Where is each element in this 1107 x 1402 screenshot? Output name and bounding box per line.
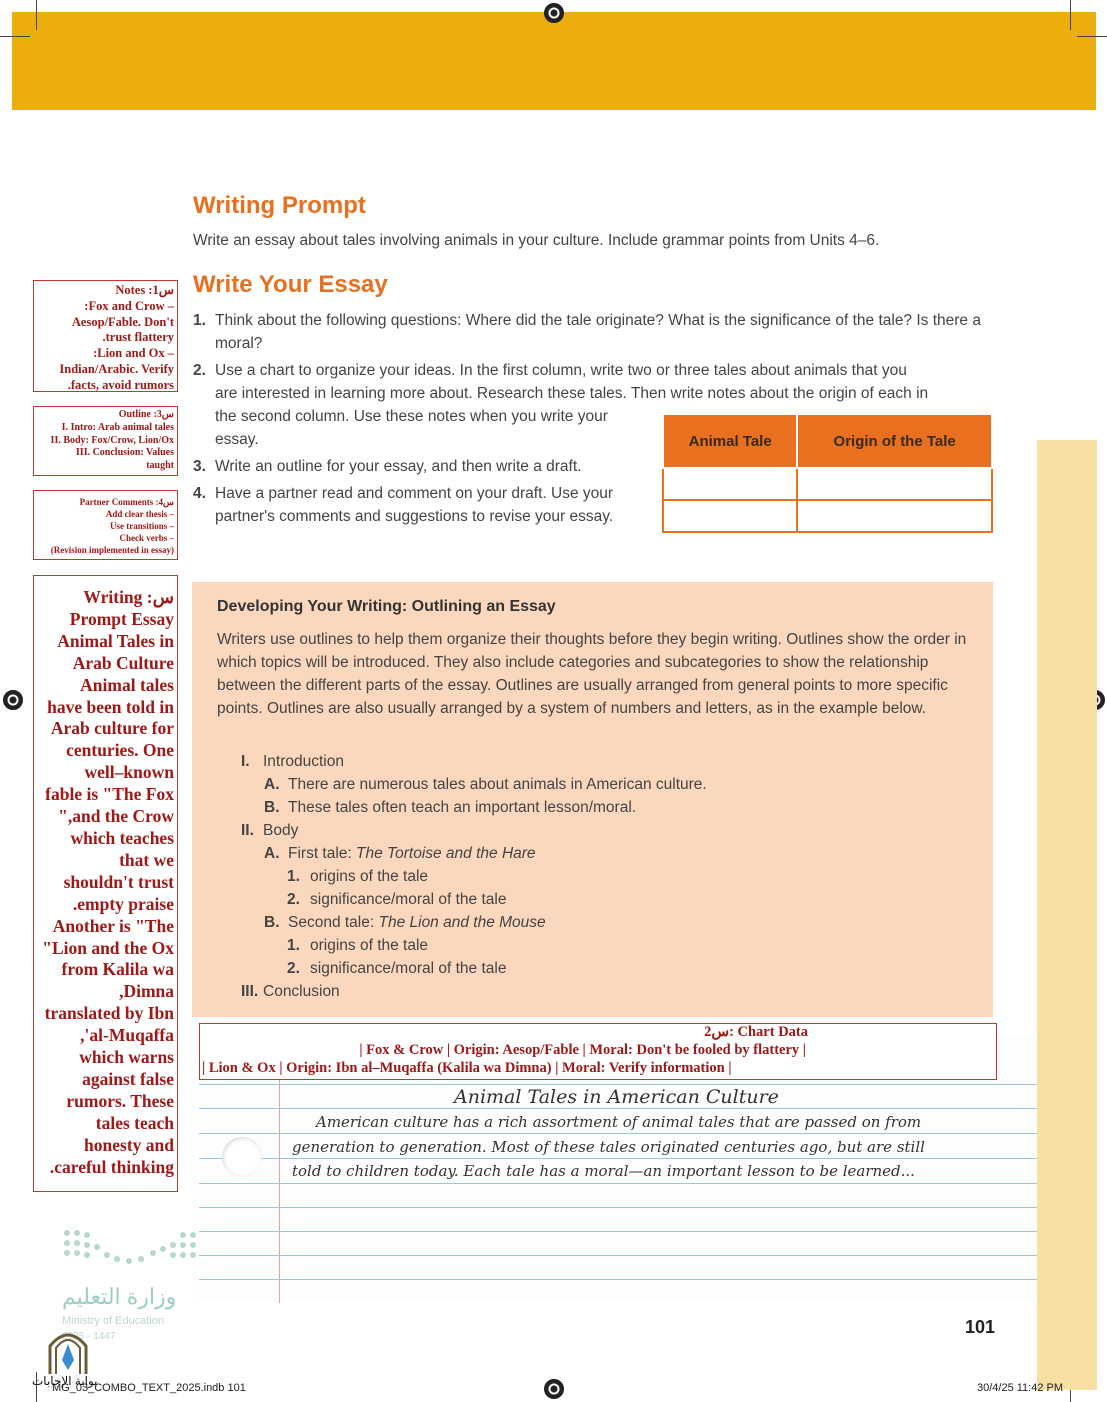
note-line: Arab Culture xyxy=(72,652,174,673)
note-line: س: Writing xyxy=(83,587,174,607)
write-essay-title: Write Your Essay xyxy=(193,271,388,298)
note-line: Aesop/Fable. Don't xyxy=(71,314,174,329)
chart-data-note xyxy=(199,1023,997,1080)
ruled-line xyxy=(199,1255,1037,1256)
outline-item: 1. origins of the tale xyxy=(287,868,429,885)
note-line: that we xyxy=(119,849,174,870)
note-line: – Fox and Crow: xyxy=(84,298,174,313)
note-line: – Use transitions xyxy=(109,521,174,531)
developing-paragraph: Writers use outlines to help them organize their thoughts before they begin writing. Outlines show the order in which topics will be introduced. They also include categories and subcategories to show the relationship between the different parts of the essay. Outlines are usually arranged from general points to more specific points. Outlines are also usually arranged by a system of numbers and letters, as in the example below. xyxy=(217,631,967,717)
step-number: 1. xyxy=(193,312,206,329)
chart-data-title: س2: Chart Data xyxy=(704,1024,808,1040)
footer-date: 30/4/25 11:42 PM xyxy=(977,1382,1064,1394)
note-line: Animal Tales in xyxy=(57,630,174,651)
note-line: (Revision implemented in essay) xyxy=(50,545,174,555)
chart-cell[interactable] xyxy=(797,468,992,500)
note-line: Lion and the Ox" xyxy=(42,937,174,958)
footer-watermark: بوابة الإجابات xyxy=(32,1374,98,1388)
step-text-line: the second column. Use these notes when you write your xyxy=(215,408,608,425)
registration-mark-icon xyxy=(544,1379,564,1399)
note-line: Animal tales xyxy=(80,674,174,695)
chart-data-row: | Fox & Crow | Origin: Aesop/Fable | Moral: Don't be fooled by flattery | xyxy=(359,1042,806,1058)
ministry-logo-arabic: وزارة التعليم xyxy=(62,1284,177,1309)
writing-prompt-title: Writing Prompt xyxy=(193,192,366,219)
paper-hole xyxy=(222,1137,262,1177)
note-line: al-Muqaffa', xyxy=(80,1025,174,1046)
note-line: Another is "The xyxy=(52,915,174,936)
note-box-1 xyxy=(33,280,178,392)
step-number: 3. xyxy=(193,458,206,475)
note-line: Indian/Arabic. Verify xyxy=(59,361,174,376)
handwritten-line: generation to generation. Most of these tales originated centuries ago, but are still xyxy=(292,1138,925,1156)
outline-item: B. These tales often teach an important lesson/moral. xyxy=(264,799,637,816)
note-line: shouldn't trust xyxy=(63,871,174,892)
chart-header-animal-tale: Animal Tale xyxy=(663,414,797,468)
note-line: translated by Ibn xyxy=(44,1003,174,1024)
step-item xyxy=(193,309,993,355)
step-number: 4. xyxy=(193,485,206,502)
chart-data-row: | Lion & Ox | Origin: Ibn al–Muqaffa (Kalila wa Dimna) | Moral: Verify information | xyxy=(202,1060,732,1076)
ministry-logo-year: 2025 - 1447 xyxy=(62,1331,116,1342)
note-line: which teaches xyxy=(70,827,174,848)
note-line: rumors. These xyxy=(66,1090,174,1111)
tale-chart xyxy=(662,413,993,533)
chart-cell[interactable] xyxy=(663,500,797,532)
writing-prompt-text: Write an essay about tales involving animals in your culture. Include grammar points from Units 4–6. xyxy=(193,232,880,249)
chart-cell[interactable] xyxy=(663,468,797,500)
step-text-line: are interested in learning more about. Research these tales. Then write notes about the origin of each in xyxy=(215,385,929,402)
outline-item: I. Introduction xyxy=(241,753,344,770)
ministry-logo-icon xyxy=(60,1228,200,1268)
step-text-line: partner's comments and suggestions to revise your essay. xyxy=(215,508,614,525)
ruled-line xyxy=(199,1108,1037,1109)
note-box-3 xyxy=(33,406,178,476)
crop-mark xyxy=(36,0,37,30)
ruled-line xyxy=(199,1183,1037,1184)
note-line: III. Conclusion: Values xyxy=(75,447,174,459)
note-line: have been told in xyxy=(47,696,174,717)
outline-item: B. Second tale: The Lion and the Mouse xyxy=(264,914,546,931)
note-line: س1: Notes xyxy=(115,283,174,297)
note-line: II. Body: Fox/Crow, Lion/Ox xyxy=(50,434,174,446)
note-line: Arab culture for xyxy=(50,718,174,739)
top-banner xyxy=(12,12,1096,110)
note-line: and the Crow," xyxy=(58,806,174,827)
outline-item: A. First tale: The Tortoise and the Hare xyxy=(264,845,536,862)
note-line: Prompt Essay xyxy=(69,608,174,629)
note-line: trust flattery. xyxy=(102,330,174,345)
arch-logo-icon xyxy=(46,1326,90,1376)
handwritten-title: Animal Tales in American Culture xyxy=(454,1086,779,1108)
chart-header-origin: Origin of the Tale xyxy=(797,414,992,468)
note-line: Dimna, xyxy=(119,981,174,1002)
step-text: Think about the following questions: Where did the tale originate? What is the significance of the tale? Is there a moral? xyxy=(215,312,981,352)
chart-cell[interactable] xyxy=(797,500,992,532)
developing-title: Developing Your Writing: Outlining an Essay xyxy=(217,598,556,615)
note-line: س4: Partner Comments xyxy=(79,497,174,507)
registration-mark-icon xyxy=(544,3,564,23)
ruled-line xyxy=(199,1207,1037,1208)
outline-item: II. Body xyxy=(241,822,299,839)
note-line: facts, avoid rumors. xyxy=(67,377,174,392)
handwritten-line: American culture has a rich assortment of animal tales that are passed on from xyxy=(316,1113,922,1131)
outline-item: III. Conclusion xyxy=(241,983,340,1000)
note-line: careful thinking. xyxy=(49,1156,174,1177)
note-line: well–known xyxy=(84,762,174,783)
note-line: fable is "The Fox xyxy=(45,784,174,805)
ruled-line xyxy=(199,1158,1037,1159)
ministry-logo-english: Ministry of Education xyxy=(62,1315,165,1327)
crop-mark xyxy=(1070,0,1071,30)
note-line: against false xyxy=(82,1068,174,1089)
step-text-line: Use a chart to organize your ideas. In the first column, write two or three tales about animals that you xyxy=(215,362,907,379)
note-line: tales teach xyxy=(95,1112,174,1133)
note-line: honesty and xyxy=(84,1134,174,1155)
ruled-line xyxy=(199,1084,1037,1085)
outline-item: 2. significance/moral of the tale xyxy=(287,960,507,977)
step-number: 2. xyxy=(193,362,206,379)
outline-item: 1. origins of the tale xyxy=(287,937,429,954)
footer-file: MG_03_COMBO_TEXT_2025.indb 101 xyxy=(52,1382,246,1394)
note-line: which warns xyxy=(79,1047,174,1068)
page-number: 101 xyxy=(965,1317,996,1337)
note-line: from Kalila wa xyxy=(61,959,174,980)
step-text: Write an outline for your essay, and then write a draft. xyxy=(215,458,582,475)
outline-item: A. There are numerous tales about animals in American culture. xyxy=(264,776,707,793)
note-line: س3: Outline xyxy=(118,409,174,420)
handwritten-line: told to children today. Each tale has a moral—an important lesson to be learned... xyxy=(292,1162,915,1180)
note-line: empty praise. xyxy=(72,893,174,914)
note-line: – Check verbs xyxy=(119,533,174,543)
note-line: – Lion and Ox: xyxy=(93,346,174,361)
crop-mark xyxy=(0,36,30,37)
ruled-line xyxy=(199,1133,1037,1134)
note-line: I. Intro: Arab animal tales xyxy=(61,421,174,433)
outline-item: 2. significance/moral of the tale xyxy=(287,891,507,908)
crop-mark xyxy=(1077,36,1107,37)
note-box-writing xyxy=(33,575,178,1192)
note-line: – Add clear thesis xyxy=(105,509,174,519)
note-line: centuries. One xyxy=(66,740,174,761)
registration-mark-icon xyxy=(3,690,23,710)
side-strip xyxy=(1037,440,1097,1390)
ruled-line xyxy=(199,1279,1037,1280)
note-box-4 xyxy=(33,490,178,560)
note-line: taught xyxy=(146,460,174,472)
step-text-line: essay. xyxy=(215,431,259,448)
ruled-line xyxy=(199,1231,1037,1232)
step-text-line: Have a partner read and comment on your draft. Use your xyxy=(215,485,614,502)
